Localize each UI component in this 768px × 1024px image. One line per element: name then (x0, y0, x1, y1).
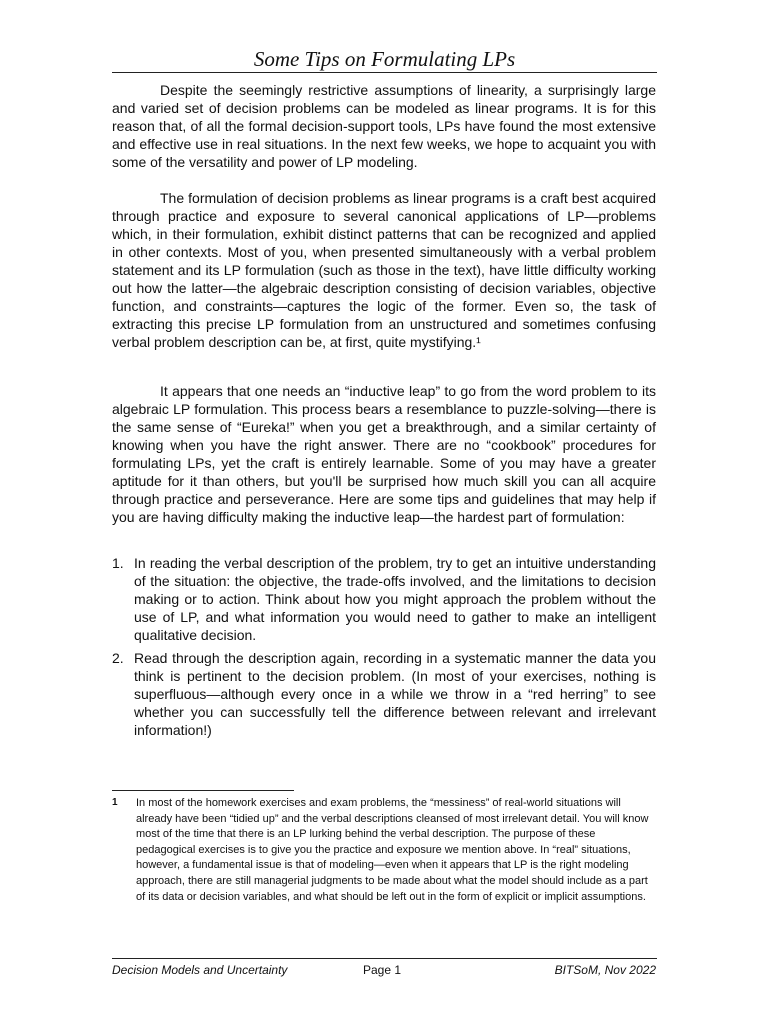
list-item-text: Read through the description again, recording in a systematic manner the data you think is pertinent to the decision problem. (In most of your exercises, nothing is superfluous—although every once in a while we throw in a “red herring” to see whether you can successfully tell the difference between relevant and irrelevant information!) (134, 650, 656, 738)
paragraph-1: Despite the seemingly restrictive assumptions of linearity, a surprisingly large and varied set of decision problems can be modeled as linear programs. It is for this reason that, of all the formal decision-support tools, LPs have found the most extensive and effective use in real situations. In the next few weeks, we hope to acquaint you with some of the versatility and power of LP modeling. (112, 82, 656, 170)
footer-course: Decision Models and Uncertainty (112, 963, 288, 977)
footer-institution: BITSoM, Nov 2022 (554, 963, 656, 977)
list-item-text: In reading the verbal description of the problem, try to get an intuitive understanding of the situation: the objective, the trade-offs involved, and the limitations to decision making or to action. Think about how you might approach the problem without the use of LP, and what information you would need to gather to make an intelligent qualitative decision. (134, 555, 656, 643)
paragraph-3: It appears that one needs an “inductive leap” to go from the word problem to its algebraic LP formulation. This process bears a resemblance to puzzle-solving—there is the same sense of “Eureka!” when you get a breakthrough, and a similar certainty of knowing when you have the right answer. There are no “cookbook” procedures for formulating LPs, yet the craft is entirely learnable. Some of you may have a greater aptitude for it than others, but you'll be surprised how much skill you can all acquire through practice and perseverance. Here are some tips and guidelines that may help if you are having difficulty making the inductive leap—the hardest part of formulation: (112, 383, 656, 525)
footnote-text: In most of the homework exercises and exam problems, the “messiness” of real-world situations will already have been “tidied up” and the verbal descriptions cleansed of most irrelevant detail. You will know most of the time that there is an LP lurking behind the verbal description. The purpose of these pedagogical exercises is to give you the practice and exposure we mention above. In “real” situations, however, a fundamental issue is that of modeling—even when it appears that LP is the right modeling approach, there are still managerial judgments to be made about what the model should include as a part of its data or decision variables, and what should be left out in the form of explicit or implicit assumptions. (136, 797, 649, 903)
tips-list (112, 554, 656, 739)
list-item (112, 554, 656, 644)
footnote-mark: 1 (112, 797, 118, 808)
title-divider (112, 72, 657, 73)
page-title: Some Tips on Formulating LPs (253, 47, 516, 71)
list-number: 1. (112, 555, 124, 571)
list-item (112, 649, 656, 739)
footer-page-number: Page 1 (363, 963, 402, 977)
list-number: 2. (112, 650, 124, 666)
paragraph-2: The formulation of decision problems as linear programs is a craft best acquired through practice and exposure to several canonical applications of LP—problems which, in their formulation, exhibit distinct patterns that can be recognized and applied in other contexts. Most of you, when presented simultaneously with a verbal problem statement and its LP formulation (such as those in the text), have little difficulty working out how the latter—the algebraic description consisting of decision variables, objective function, and constraints—captures the logic of the former. Even so, the task of extracting this precise LP formulation from an unstructured and sometimes confusing verbal problem description can be, at first, quite mystifying.¹ (112, 190, 656, 350)
footnote-divider (112, 790, 294, 791)
footer-divider (112, 958, 657, 959)
